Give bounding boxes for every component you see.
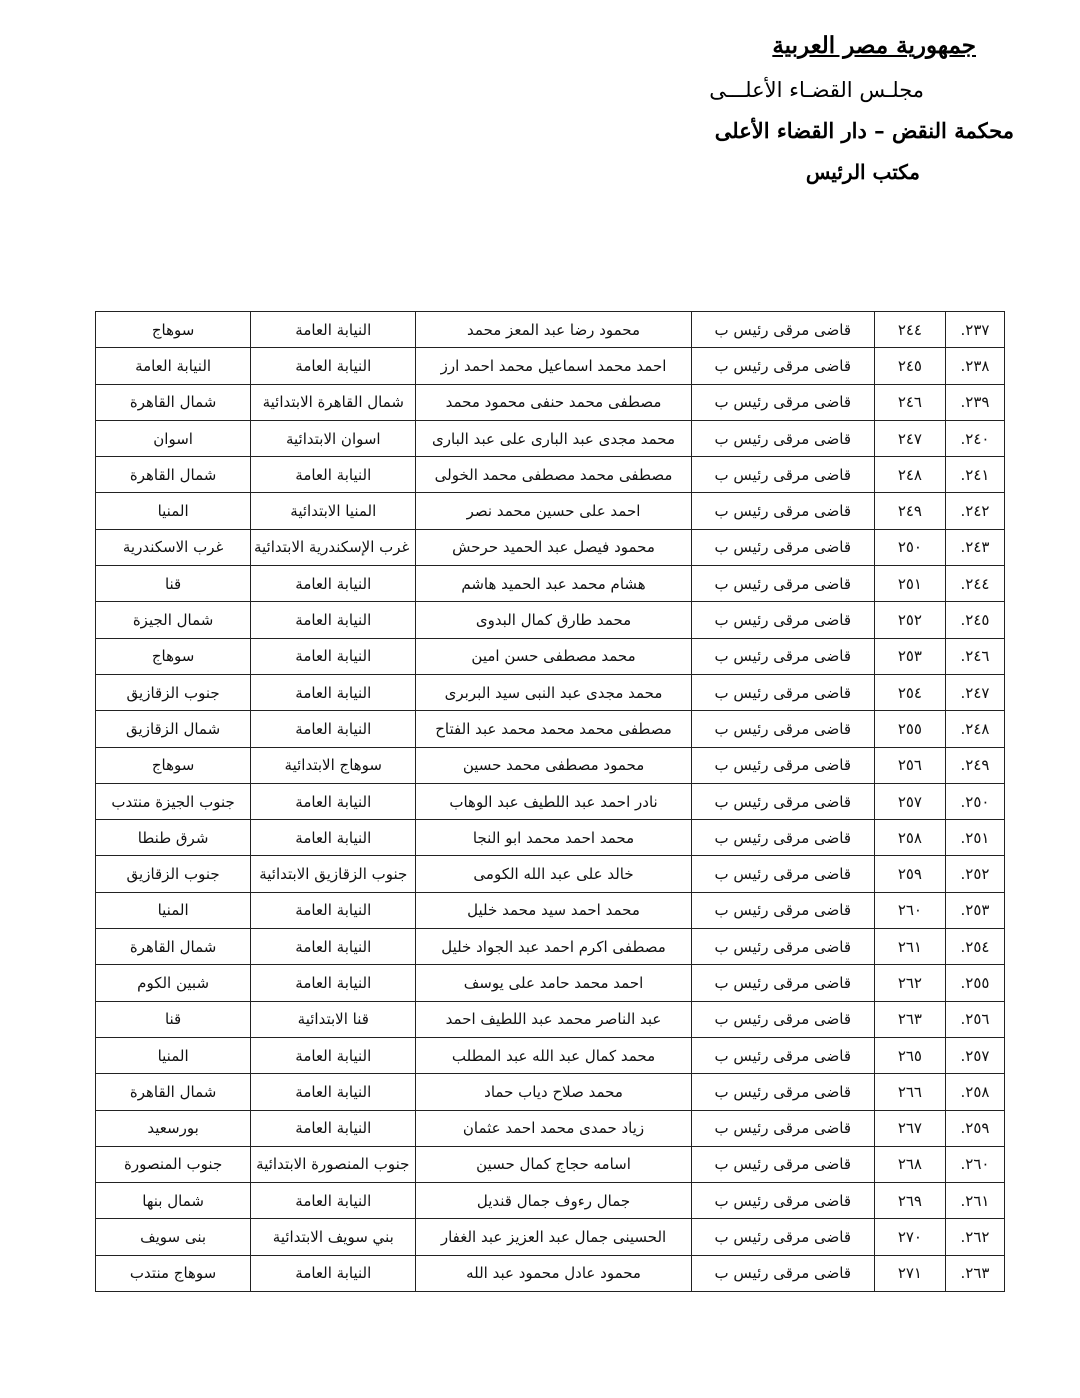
roster-body bbox=[96, 312, 1005, 1292]
department-cell: النيابة العامة bbox=[251, 892, 416, 928]
table-row bbox=[96, 1219, 1005, 1255]
name-cell: محمد احمد محمد ابو النجا bbox=[416, 820, 691, 856]
serial-cell: ٢٥٠. bbox=[945, 783, 1004, 819]
number-cell: ٢٤٨ bbox=[874, 457, 945, 493]
serial-cell: ٢٤٣. bbox=[945, 529, 1004, 565]
department-cell: غرب الإسكندرية الابتدائية bbox=[251, 529, 416, 565]
table-row bbox=[96, 529, 1005, 565]
rank-cell: قاضى مرقى رئيس ب bbox=[691, 1146, 874, 1182]
serial-cell: ٢٤٥. bbox=[945, 602, 1004, 638]
office-title: مكتب الرئيس bbox=[805, 160, 920, 184]
department-cell: النيابة العامة bbox=[251, 965, 416, 1001]
number-cell: ٢٦٨ bbox=[874, 1146, 945, 1182]
name-cell: مصطفى محمد حنفى محمود محمد bbox=[416, 384, 691, 420]
table-row bbox=[96, 674, 1005, 710]
table-row bbox=[96, 1183, 1005, 1219]
number-cell: ٢٥٢ bbox=[874, 602, 945, 638]
number-cell: ٢٥٣ bbox=[874, 638, 945, 674]
name-cell: محمود عادل محمود عبد الله bbox=[416, 1255, 691, 1291]
republic-title: جمهورية مصر العربية bbox=[772, 32, 976, 59]
court-cell: شبين الكوم bbox=[96, 965, 251, 1001]
name-cell: محمد صلاح دياب حماد bbox=[416, 1074, 691, 1110]
rank-cell: قاضى مرقى رئيس ب bbox=[691, 1183, 874, 1219]
serial-cell: ٢٦١. bbox=[945, 1183, 1004, 1219]
department-cell: النيابة العامة bbox=[251, 566, 416, 602]
department-cell: المنيا الابتدائية bbox=[251, 493, 416, 529]
number-cell: ٢٥٩ bbox=[874, 856, 945, 892]
table-row bbox=[96, 783, 1005, 819]
serial-cell: ٢٦٢. bbox=[945, 1219, 1004, 1255]
rank-cell: قاضى مرقى رئيس ب bbox=[691, 312, 874, 348]
department-cell: النيابة العامة bbox=[251, 602, 416, 638]
rank-cell: قاضى مرقى رئيس ب bbox=[691, 783, 874, 819]
number-cell: ٢٦٧ bbox=[874, 1110, 945, 1146]
serial-cell: ٢٥٥. bbox=[945, 965, 1004, 1001]
department-cell: النيابة العامة bbox=[251, 929, 416, 965]
table-row bbox=[96, 820, 1005, 856]
rank-cell: قاضى مرقى رئيس ب bbox=[691, 1001, 874, 1037]
serial-cell: ٢٤٠. bbox=[945, 420, 1004, 456]
serial-cell: ٢٥٩. bbox=[945, 1110, 1004, 1146]
table-row bbox=[96, 929, 1005, 965]
number-cell: ٢٦٥ bbox=[874, 1037, 945, 1073]
number-cell: ٢٥٧ bbox=[874, 783, 945, 819]
serial-cell: ٢٥١. bbox=[945, 820, 1004, 856]
name-cell: احمد على حسين محمد نصر bbox=[416, 493, 691, 529]
table-row bbox=[96, 566, 1005, 602]
name-cell: اسامه حجاج كمال حسين bbox=[416, 1146, 691, 1182]
table-row bbox=[96, 384, 1005, 420]
court-cell: شمال القاهرة bbox=[96, 929, 251, 965]
serial-cell: ٢٣٩. bbox=[945, 384, 1004, 420]
court-cell: شمال القاهرة bbox=[96, 384, 251, 420]
table-row bbox=[96, 1074, 1005, 1110]
court-cell: المنيا bbox=[96, 892, 251, 928]
court-cell: شمال الجيزة bbox=[96, 602, 251, 638]
serial-cell: ٢٤٢. bbox=[945, 493, 1004, 529]
name-cell: مصطفى اكرم احمد عبد الجواد خليل bbox=[416, 929, 691, 965]
table-row bbox=[96, 856, 1005, 892]
rank-cell: قاضى مرقى رئيس ب bbox=[691, 493, 874, 529]
serial-cell: ٢٦٠. bbox=[945, 1146, 1004, 1182]
serial-cell: ٢٥٤. bbox=[945, 929, 1004, 965]
table-row bbox=[96, 1110, 1005, 1146]
department-cell: النيابة العامة bbox=[251, 638, 416, 674]
serial-cell: ٢٤٩. bbox=[945, 747, 1004, 783]
name-cell: احمد محمد حامد على يوسف bbox=[416, 965, 691, 1001]
name-cell: خالد على عبد الله الكومى bbox=[416, 856, 691, 892]
court-cell: المنيا bbox=[96, 1037, 251, 1073]
rank-cell: قاضى مرقى رئيس ب bbox=[691, 566, 874, 602]
number-cell: ٢٥٨ bbox=[874, 820, 945, 856]
serial-cell: ٢٤٧. bbox=[945, 674, 1004, 710]
number-cell: ٢٦٣ bbox=[874, 1001, 945, 1037]
rank-cell: قاضى مرقى رئيس ب bbox=[691, 457, 874, 493]
serial-cell: ٢٣٧. bbox=[945, 312, 1004, 348]
rank-cell: قاضى مرقى رئيس ب bbox=[691, 529, 874, 565]
number-cell: ٢٦٩ bbox=[874, 1183, 945, 1219]
number-cell: ٢٥٤ bbox=[874, 674, 945, 710]
department-cell: النيابة العامة bbox=[251, 783, 416, 819]
table-row bbox=[96, 602, 1005, 638]
serial-cell: ٢٥٢. bbox=[945, 856, 1004, 892]
table-row bbox=[96, 1037, 1005, 1073]
name-cell: محمود مصطفى محمد حسين bbox=[416, 747, 691, 783]
number-cell: ٢٤٥ bbox=[874, 348, 945, 384]
name-cell: محمود فيصل عبد الحميد حرحش bbox=[416, 529, 691, 565]
table-row bbox=[96, 348, 1005, 384]
court-cell: بورسعيد bbox=[96, 1110, 251, 1146]
number-cell: ٢٥١ bbox=[874, 566, 945, 602]
court-cell: شمال الزقازيق bbox=[96, 711, 251, 747]
name-cell: مصطفى محمد مصطفى محمد الخولى bbox=[416, 457, 691, 493]
department-cell: النيابة العامة bbox=[251, 348, 416, 384]
court-cell: شمال القاهرة bbox=[96, 457, 251, 493]
court-cell: جنوب الجيزة منتدب bbox=[96, 783, 251, 819]
name-cell: مصطفى محمد محمد محمد عبد الفتاح bbox=[416, 711, 691, 747]
court-cell: شمال بنها bbox=[96, 1183, 251, 1219]
serial-cell: ٢٤٤. bbox=[945, 566, 1004, 602]
table-row bbox=[96, 747, 1005, 783]
name-cell: محمد احمد سيد محمد خليل bbox=[416, 892, 691, 928]
council-title: مجلـس القضـاء الأعلـــى bbox=[709, 78, 924, 102]
rank-cell: قاضى مرقى رئيس ب bbox=[691, 638, 874, 674]
number-cell: ٢٥٦ bbox=[874, 747, 945, 783]
table-row bbox=[96, 965, 1005, 1001]
court-cell: جنوب الزقازيق bbox=[96, 674, 251, 710]
department-cell: النيابة العامة bbox=[251, 711, 416, 747]
rank-cell: قاضى مرقى رئيس ب bbox=[691, 965, 874, 1001]
name-cell: محمد طارق كمال البدوى bbox=[416, 602, 691, 638]
court-cell: سوهاج منتدب bbox=[96, 1255, 251, 1291]
name-cell: محمود رضا عبد المعز محمد bbox=[416, 312, 691, 348]
department-cell: النيابة العامة bbox=[251, 1183, 416, 1219]
table-row bbox=[96, 711, 1005, 747]
name-cell: جمال رءوف جمال قنديل bbox=[416, 1183, 691, 1219]
table-row bbox=[96, 420, 1005, 456]
document-header bbox=[0, 0, 1080, 200]
rank-cell: قاضى مرقى رئيس ب bbox=[691, 1037, 874, 1073]
court-cell: قنا bbox=[96, 1001, 251, 1037]
rank-cell: قاضى مرقى رئيس ب bbox=[691, 711, 874, 747]
number-cell: ٢٤٦ bbox=[874, 384, 945, 420]
name-cell: محمد مصطفى حسن امين bbox=[416, 638, 691, 674]
rank-cell: قاضى مرقى رئيس ب bbox=[691, 1255, 874, 1291]
court-cell: سوهاج bbox=[96, 747, 251, 783]
name-cell: عبد الناصر محمد عبد اللطيف احمد bbox=[416, 1001, 691, 1037]
rank-cell: قاضى مرقى رئيس ب bbox=[691, 856, 874, 892]
rank-cell: قاضى مرقى رئيس ب bbox=[691, 602, 874, 638]
court-cell: سوهاج bbox=[96, 638, 251, 674]
rank-cell: قاضى مرقى رئيس ب bbox=[691, 820, 874, 856]
number-cell: ٢٤٧ bbox=[874, 420, 945, 456]
table-row bbox=[96, 312, 1005, 348]
court-cell: جنوب الزقازيق bbox=[96, 856, 251, 892]
serial-cell: ٢٥٣. bbox=[945, 892, 1004, 928]
number-cell: ٢٤٤ bbox=[874, 312, 945, 348]
rank-cell: قاضى مرقى رئيس ب bbox=[691, 1219, 874, 1255]
number-cell: ٢٧١ bbox=[874, 1255, 945, 1291]
number-cell: ٢٦٢ bbox=[874, 965, 945, 1001]
department-cell: جنوب الزقازيق الابتدائية bbox=[251, 856, 416, 892]
serial-cell: ٢٤٦. bbox=[945, 638, 1004, 674]
table-row bbox=[96, 638, 1005, 674]
department-cell: سوهاج الابتدائية bbox=[251, 747, 416, 783]
court-cell: جنوب المنصورة bbox=[96, 1146, 251, 1182]
serial-cell: ٢٤٨. bbox=[945, 711, 1004, 747]
rank-cell: قاضى مرقى رئيس ب bbox=[691, 892, 874, 928]
number-cell: ٢٧٠ bbox=[874, 1219, 945, 1255]
serial-cell: ٢٥٦. bbox=[945, 1001, 1004, 1037]
table-row bbox=[96, 1001, 1005, 1037]
name-cell: محمد كمال عبد الله عبد المطلب bbox=[416, 1037, 691, 1073]
number-cell: ٢٦٠ bbox=[874, 892, 945, 928]
name-cell: محمد مجدى عبد البارى على عبد البارى bbox=[416, 420, 691, 456]
department-cell: النيابة العامة bbox=[251, 312, 416, 348]
table-row bbox=[96, 1255, 1005, 1291]
number-cell: ٢٦١ bbox=[874, 929, 945, 965]
department-cell: النيابة العامة bbox=[251, 674, 416, 710]
judges-roster-table bbox=[95, 311, 1005, 1292]
table-row bbox=[96, 892, 1005, 928]
court-cell: سوهاج bbox=[96, 312, 251, 348]
table-row bbox=[96, 457, 1005, 493]
rank-cell: قاضى مرقى رئيس ب bbox=[691, 348, 874, 384]
court-cell: غرب الاسكندرية bbox=[96, 529, 251, 565]
rank-cell: قاضى مرقى رئيس ب bbox=[691, 1074, 874, 1110]
name-cell: نادر احمد عبد اللطيف عبد الوهاب bbox=[416, 783, 691, 819]
court-cell: النيابة العامة bbox=[96, 348, 251, 384]
number-cell: ٢٤٩ bbox=[874, 493, 945, 529]
court-cell: بنى سويف bbox=[96, 1219, 251, 1255]
serial-cell: ٢٤١. bbox=[945, 457, 1004, 493]
serial-cell: ٢٥٨. bbox=[945, 1074, 1004, 1110]
department-cell: قنا الابتدائية bbox=[251, 1001, 416, 1037]
table-row bbox=[96, 493, 1005, 529]
number-cell: ٢٥٥ bbox=[874, 711, 945, 747]
department-cell: النيابة العامة bbox=[251, 1037, 416, 1073]
department-cell: النيابة العامة bbox=[251, 1110, 416, 1146]
department-cell: اسوان الابتدائية bbox=[251, 420, 416, 456]
rank-cell: قاضى مرقى رئيس ب bbox=[691, 929, 874, 965]
department-cell: جنوب المنصورة الابتدائية bbox=[251, 1146, 416, 1182]
serial-cell: ٢٦٣. bbox=[945, 1255, 1004, 1291]
rank-cell: قاضى مرقى رئيس ب bbox=[691, 384, 874, 420]
court-title: محكمة النقض – دار القضاء الأعلى bbox=[714, 118, 1014, 143]
name-cell: محمد مجدى عبد النبى سيد البربرى bbox=[416, 674, 691, 710]
name-cell: هشام محمد عبد الحميد هاشم bbox=[416, 566, 691, 602]
court-cell: قنا bbox=[96, 566, 251, 602]
number-cell: ٢٥٠ bbox=[874, 529, 945, 565]
rank-cell: قاضى مرقى رئيس ب bbox=[691, 747, 874, 783]
serial-cell: ٢٣٨. bbox=[945, 348, 1004, 384]
serial-cell: ٢٥٧. bbox=[945, 1037, 1004, 1073]
rank-cell: قاضى مرقى رئيس ب bbox=[691, 674, 874, 710]
rank-cell: قاضى مرقى رئيس ب bbox=[691, 1110, 874, 1146]
name-cell: احمد محمد اسماعيل محمد احمد ارز bbox=[416, 348, 691, 384]
name-cell: الحسينى جمال عبد العزيز عبد الغفار bbox=[416, 1219, 691, 1255]
department-cell: النيابة العامة bbox=[251, 1074, 416, 1110]
department-cell: بني سويف الابتدائية bbox=[251, 1219, 416, 1255]
rank-cell: قاضى مرقى رئيس ب bbox=[691, 420, 874, 456]
table-row bbox=[96, 1146, 1005, 1182]
department-cell: النيابة العامة bbox=[251, 820, 416, 856]
court-cell: شمال القاهرة bbox=[96, 1074, 251, 1110]
court-cell: اسوان bbox=[96, 420, 251, 456]
department-cell: شمال القاهرة الابتدائية bbox=[251, 384, 416, 420]
court-cell: المنيا bbox=[96, 493, 251, 529]
court-cell: شرق طنطا bbox=[96, 820, 251, 856]
name-cell: زياد حمدى محمد احمد عثمان bbox=[416, 1110, 691, 1146]
department-cell: النيابة العامة bbox=[251, 1255, 416, 1291]
department-cell: النيابة العامة bbox=[251, 457, 416, 493]
number-cell: ٢٦٦ bbox=[874, 1074, 945, 1110]
